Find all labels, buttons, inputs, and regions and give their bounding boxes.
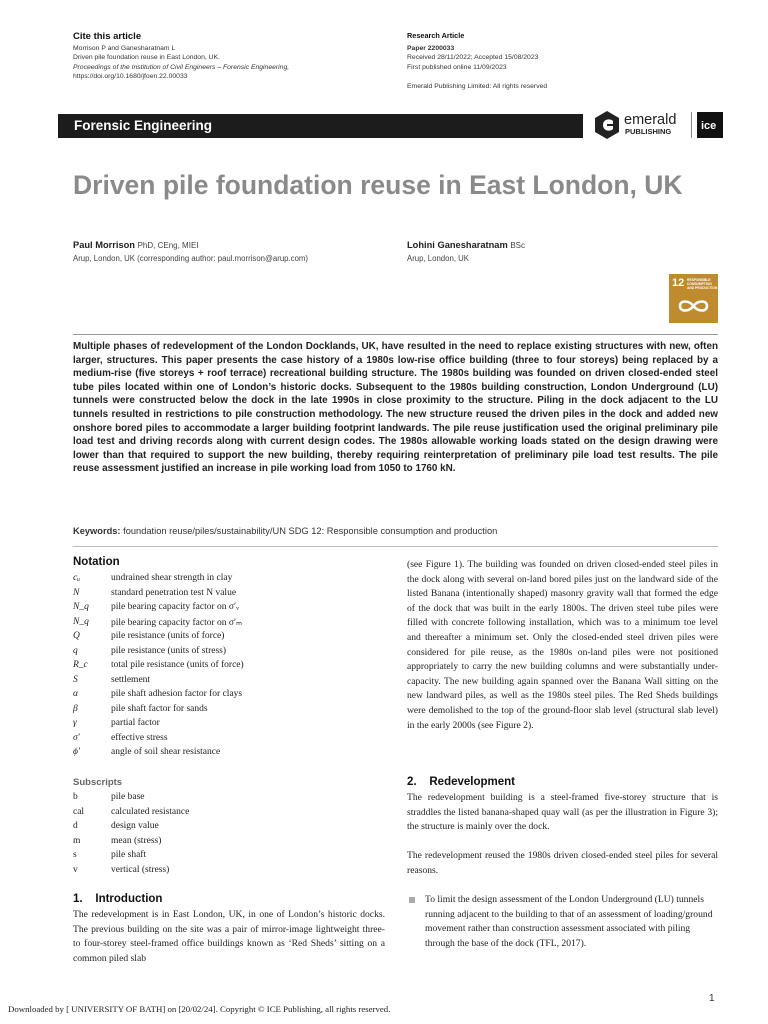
section-1-heading: 1. Introduction (73, 893, 163, 905)
sdg-12-badge (669, 274, 718, 323)
section-2-heading: 2. Redevelopment (407, 776, 516, 788)
author-1 (73, 240, 199, 250)
sdg-label: RESPONSIBLE CONSUMPTION AND PRODUCTION (687, 278, 718, 290)
download-footer: Downloaded by [ UNIVERSITY OF BATH] on [20/02/24]. Copyright © ICE Publishing, all rights reserved. (8, 1004, 391, 1014)
article-title: Driven pile foundation reuse in East London, UK (73, 170, 683, 200)
citation-title: Driven pile foundation reuse in East London, UK. (73, 54, 220, 62)
sdg-number: 12 (672, 277, 685, 289)
logo-name-top: emerald (624, 112, 677, 128)
copyright-notice: Emerald Publishing Limited: All rights reserved (407, 83, 548, 90)
keywords (73, 526, 718, 536)
citation-block (73, 44, 289, 81)
article-type: Research Article (407, 31, 465, 40)
page-number: 1 (709, 993, 715, 1004)
received-date: Received 28/11/2022; Accepted 15/08/2023 (407, 54, 539, 62)
author-2-affiliation: Arup, London, UK (407, 254, 469, 263)
ice-logo-text: ice (701, 120, 717, 132)
article-dates (407, 44, 538, 72)
author-2-name: Lohini Ganesharatnam (407, 240, 508, 250)
section-1-text: The redevelopment is in East London, UK, in one of London’s historic docks. The previous building on the site was a pair of mirror-image lightweight three- to four-storey steel-framed office buildings known as ‘Red Sheds’ sitting on a common piled slab (73, 909, 385, 964)
author-1-name: Paul Morrison (73, 240, 135, 250)
subscripts-heading: Subscripts (73, 777, 123, 788)
author-2-degrees: BSc (510, 241, 526, 250)
banner-label: Forensic Engineering (74, 118, 213, 133)
keywords-rule (73, 546, 718, 547)
abstract: Multiple phases of redevelopment of the London Docklands, UK, have resulted in the need to replace existing structures with new, often larger, structures. This paper presents the case history of a 1980s low-rise office building (three to four storeys) being replaced by a medium-rise (five storeys + roof terrace) recreational building structure. The 1980s building was founded on driven closed-ended steel tube piles located within one of London’s historic docks. Subsequent to the 1980s building construction, London Underground (LU) tunnels were constructed below the dock in the late 1990s in close proximity to the structure. Piling in the dock adjacent to the LU tunnels resulted in restrictions to pile construction methodology. The new structure reused the driven piles in the dock and added new onshore bored piles to accommodate a larger building footprint landwards. The pile reuse justification used the original preliminary pile load test and driving records along with current design codes. The 1980s allowable working loads stated on the design drawing were lower than that required to support the new building, thereby requiring reinterpretation of preliminary pile load test results. The pile reuse assessment justified an increase in pile working load from 1050 to 1760 kN. (73, 341, 718, 475)
publisher-logo (593, 109, 743, 141)
author-1-degrees: PhD, CEng, MIEI (137, 241, 199, 250)
bullet-square-icon (409, 897, 415, 903)
right-column-paragraph-1: (see Figure 1). The building was founded on driven closed-ended steel piles in the dock along with several on-land bored piles just on the landward side of the listed Banana (intentionally shaped) masonry gravity wall that formed the edge of the dock that was built in the early 1800s. The driven steel tube piles were filled with concrete following installation, which was to a minimum toe level and thereafter a minimum set. Only the closed-ended steel driven piles were considered for pile reuse, as the 1980s on-land piles were not positioned appropriately to carry the new building columns and were substantially under-capacity. The new building again spanned over the Banana Wall sitting on the new landward piles, as well as the 1980s steel piles. The Red Sheds buildings were demolished to the top of the ground-floor slab level (structural slab level) in the early 2000s (see Figure 2). (407, 559, 718, 731)
infinity-icon (669, 274, 718, 323)
author-2 (407, 240, 525, 250)
bullet-text: To limit the design assessment of the London Underground (LU) tunnels running adjacent to the building to that of an assessment of loading/ground movement rather than construction assessment associated with piling through the base of the dock (TFL, 2017). (425, 894, 713, 949)
abstract-top-rule (73, 334, 718, 335)
section-banner (58, 114, 583, 138)
section-2-paragraph-2: The redevelopment reused the 1980s driven closed-ended steel piles for several reasons. (407, 850, 718, 876)
cite-heading: Cite this article (73, 31, 142, 42)
author-1-affiliation: Arup, London, UK (corresponding author: paul.morrison@arup.com) (73, 254, 309, 263)
keywords-text: foundation reuse/piles/sustainability/UN SDG 12: Responsible consumption and production (123, 526, 498, 536)
citation-doi[interactable]: https://doi.org/10.1680/jfoen.22.00033 (73, 72, 188, 80)
section-2-paragraph-1: The redevelopment building is a steel-framed five-storey structure that is straddles the listed banana-shaped quay wall (as per the illustration in Figure 3); the structure is mainly over the dock. (407, 792, 718, 833)
logo-name-bottom: PUBLISHING (625, 127, 672, 136)
citation-authors: Morrison P and Ganesharatnam L (73, 45, 176, 52)
paper-number: Paper 2200033 (407, 45, 455, 52)
citation-journal: Proceedings of the Institution of Civil Engineers – Forensic Engineering, (73, 63, 290, 71)
keywords-label: Keywords: (73, 526, 121, 536)
emerald-logo-icon (593, 109, 743, 141)
published-date: First published online 11/09/2023 (407, 63, 507, 71)
notation-heading: Notation (73, 556, 120, 568)
